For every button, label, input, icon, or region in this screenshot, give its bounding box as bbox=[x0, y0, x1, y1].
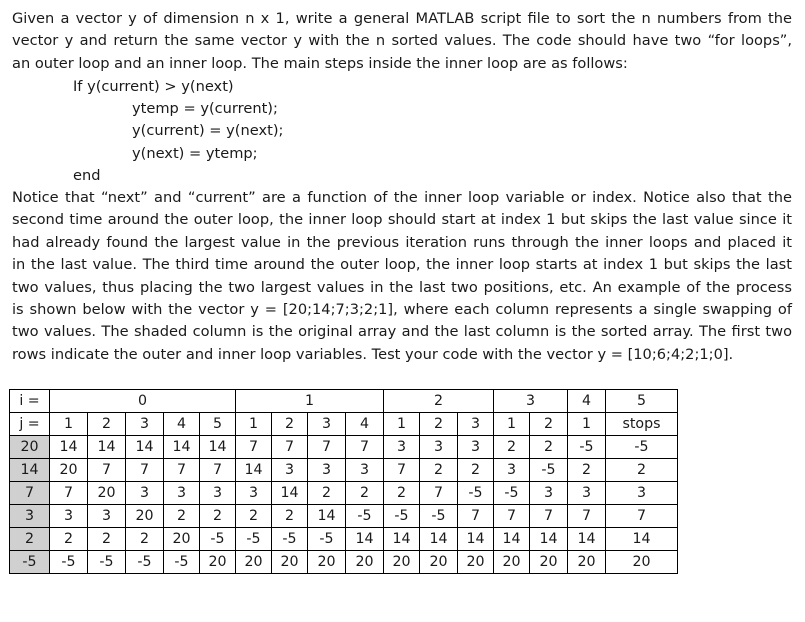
value-cell: 7 bbox=[384, 459, 420, 482]
value-cell: 14 bbox=[236, 459, 272, 482]
value-cell: 2 bbox=[458, 459, 494, 482]
inner-index-cell: 3 bbox=[308, 413, 346, 436]
inner-index-cell: 1 bbox=[384, 413, 420, 436]
value-cell: 20 bbox=[568, 551, 606, 574]
value-cell: 20 bbox=[126, 505, 164, 528]
value-cell: 7 bbox=[200, 459, 236, 482]
value-cell: 20 bbox=[420, 551, 458, 574]
code-body-line: y(current) = y(next); bbox=[132, 122, 284, 139]
value-cell: 7 bbox=[568, 505, 606, 528]
value-cell: 2 bbox=[164, 505, 200, 528]
swap-table bbox=[9, 389, 678, 574]
value-cell: 3 bbox=[126, 482, 164, 505]
value-cell: -5 bbox=[200, 528, 236, 551]
value-cell: 3 bbox=[494, 459, 530, 482]
value-cell: 7 bbox=[50, 482, 88, 505]
value-cell: 7 bbox=[236, 436, 272, 459]
value-cell: 3 bbox=[272, 459, 308, 482]
intro-line: Given a vector y of dimension n x 1, write a general MATLAB script file to sort the n numbers from the bbox=[12, 10, 792, 27]
explanation-line: had already found the largest value in the previous iteration runs through the inner loops and placed it bbox=[12, 233, 792, 251]
value-cell: -5 bbox=[346, 505, 384, 528]
value-cell: -5 bbox=[272, 528, 308, 551]
value-cell: 3 bbox=[50, 505, 88, 528]
value-cell: 14 bbox=[346, 528, 384, 551]
value-cell: 2 bbox=[126, 528, 164, 551]
value-cell: 20 bbox=[272, 551, 308, 574]
value-cell: -5 bbox=[530, 459, 568, 482]
original-value-cell: -5 bbox=[10, 551, 50, 574]
value-cell: 2 bbox=[384, 482, 420, 505]
value-cell: 20 bbox=[494, 551, 530, 574]
value-cell: 3 bbox=[308, 459, 346, 482]
original-value-cell: 7 bbox=[10, 482, 50, 505]
value-cell: 3 bbox=[236, 482, 272, 505]
value-cell: -5 bbox=[494, 482, 530, 505]
value-cell: 3 bbox=[346, 459, 384, 482]
value-cell: 14 bbox=[200, 436, 236, 459]
value-cell: 14 bbox=[308, 505, 346, 528]
value-cell: 2 bbox=[346, 482, 384, 505]
explanation-line: two values, thus placing the two largest values in the last two positions, etc. An example of the process bbox=[12, 278, 792, 296]
inner-index-cell: 1 bbox=[494, 413, 530, 436]
value-cell: 2 bbox=[308, 482, 346, 505]
value-cell: 14 bbox=[126, 436, 164, 459]
outer-index-row bbox=[10, 390, 678, 413]
value-cell: 20 bbox=[384, 551, 420, 574]
outer-index-cell: 3 bbox=[494, 390, 568, 413]
value-cell: 7 bbox=[420, 482, 458, 505]
explanation-line: in the last value. The third time around the outer loop, the inner loop starts at index 1 but skips the last bbox=[12, 256, 792, 274]
value-cell: 14 bbox=[568, 528, 606, 551]
value-cell: 3 bbox=[88, 505, 126, 528]
outer-index-label: i = bbox=[10, 390, 50, 413]
inner-index-cell: 1 bbox=[236, 413, 272, 436]
value-cell: 7 bbox=[346, 436, 384, 459]
value-cell: 3 bbox=[384, 436, 420, 459]
inner-index-cell: 2 bbox=[530, 413, 568, 436]
value-cell: -5 bbox=[50, 551, 88, 574]
value-cell: 7 bbox=[308, 436, 346, 459]
value-cell: -5 bbox=[568, 436, 606, 459]
inner-index-cell: 1 bbox=[568, 413, 606, 436]
value-cell: 7 bbox=[164, 459, 200, 482]
value-cell: 7 bbox=[494, 505, 530, 528]
value-cell: 14 bbox=[494, 528, 530, 551]
value-cell: -5 bbox=[458, 482, 494, 505]
value-cell: 3 bbox=[568, 482, 606, 505]
value-cell: -5 bbox=[606, 436, 678, 459]
inner-index-cell: 4 bbox=[164, 413, 200, 436]
value-cell: 2 bbox=[606, 459, 678, 482]
value-cell: 3 bbox=[606, 482, 678, 505]
value-cell: 2 bbox=[88, 528, 126, 551]
value-cell: 20 bbox=[346, 551, 384, 574]
value-cell: 14 bbox=[420, 528, 458, 551]
value-cell: 3 bbox=[164, 482, 200, 505]
value-cell: -5 bbox=[126, 551, 164, 574]
intro-line: an outer loop and an inner loop. The main steps inside the inner loop are as follows: bbox=[12, 54, 628, 72]
table-row bbox=[10, 528, 678, 551]
explanation-line: Notice that “next” and “current” are a function of the inner loop variable or index. Notice also that the bbox=[12, 189, 792, 206]
code-end-line: end bbox=[73, 167, 101, 184]
code-body-line: ytemp = y(current); bbox=[132, 100, 278, 117]
value-cell: 20 bbox=[606, 551, 678, 574]
value-cell: 7 bbox=[458, 505, 494, 528]
explanation-line: second time around the outer loop, the inner loop should start at index 1 but skips the last value since it bbox=[12, 211, 792, 229]
value-cell: 20 bbox=[530, 551, 568, 574]
value-cell: -5 bbox=[164, 551, 200, 574]
code-body-line: y(next) = ytemp; bbox=[132, 145, 258, 162]
value-cell: 20 bbox=[236, 551, 272, 574]
value-cell: 14 bbox=[88, 436, 126, 459]
outer-index-cell: 5 bbox=[606, 390, 678, 413]
table-row bbox=[10, 436, 678, 459]
table-row bbox=[10, 482, 678, 505]
inner-index-cell: 2 bbox=[88, 413, 126, 436]
inner-index-cell: 5 bbox=[200, 413, 236, 436]
value-cell: -5 bbox=[420, 505, 458, 528]
outer-index-cell: 1 bbox=[236, 390, 384, 413]
value-cell: 3 bbox=[530, 482, 568, 505]
value-cell: 7 bbox=[606, 505, 678, 528]
value-cell: 7 bbox=[88, 459, 126, 482]
value-cell: -5 bbox=[236, 528, 272, 551]
table-row bbox=[10, 505, 678, 528]
original-value-cell: 3 bbox=[10, 505, 50, 528]
value-cell: 14 bbox=[606, 528, 678, 551]
original-value-cell: 14 bbox=[10, 459, 50, 482]
value-cell: 14 bbox=[458, 528, 494, 551]
value-cell: 14 bbox=[164, 436, 200, 459]
value-cell: 2 bbox=[420, 459, 458, 482]
value-cell: 2 bbox=[50, 528, 88, 551]
value-cell: 20 bbox=[50, 459, 88, 482]
problem-explanation bbox=[12, 187, 792, 366]
inner-index-cell: 2 bbox=[420, 413, 458, 436]
outer-index-cell: 4 bbox=[568, 390, 606, 413]
value-cell: -5 bbox=[384, 505, 420, 528]
value-cell: 20 bbox=[164, 528, 200, 551]
value-cell: -5 bbox=[308, 528, 346, 551]
original-value-cell: 2 bbox=[10, 528, 50, 551]
table-row bbox=[10, 551, 678, 574]
explanation-line: two values. The shaded column is the original array and the last column is the sorted array. The first two bbox=[12, 323, 792, 341]
explanation-line: is shown below with the vector y = [20;14;7;3;2;1], where each column represents a single swapping of bbox=[12, 300, 792, 318]
intro-line: vector y and return the same vector y with the n sorted values. The code should have two “for loops”, bbox=[12, 32, 792, 50]
value-cell: 14 bbox=[530, 528, 568, 551]
value-cell: 3 bbox=[200, 482, 236, 505]
value-cell: 20 bbox=[458, 551, 494, 574]
inner-index-cell: 1 bbox=[50, 413, 88, 436]
value-cell: 20 bbox=[88, 482, 126, 505]
original-value-cell: 20 bbox=[10, 436, 50, 459]
inner-index-cell: 2 bbox=[272, 413, 308, 436]
value-cell: 7 bbox=[530, 505, 568, 528]
inner-index-cell: 3 bbox=[458, 413, 494, 436]
inner-index-cell: 3 bbox=[126, 413, 164, 436]
value-cell: 20 bbox=[200, 551, 236, 574]
explanation-line: rows indicate the outer and inner loop variables. Test your code with the vector y = [10;6;4;2;1;0]. bbox=[12, 345, 734, 363]
value-cell: 3 bbox=[458, 436, 494, 459]
inner-index-label: j = bbox=[10, 413, 50, 436]
value-cell: 3 bbox=[420, 436, 458, 459]
problem-intro bbox=[12, 8, 792, 75]
outer-index-cell: 2 bbox=[384, 390, 494, 413]
value-cell: 2 bbox=[494, 436, 530, 459]
inner-index-cell: stops bbox=[606, 413, 678, 436]
value-cell: -5 bbox=[88, 551, 126, 574]
value-cell: 14 bbox=[50, 436, 88, 459]
value-cell: 7 bbox=[126, 459, 164, 482]
value-cell: 2 bbox=[236, 505, 272, 528]
value-cell: 2 bbox=[272, 505, 308, 528]
code-if-line: If y(current) > y(next) bbox=[73, 78, 234, 95]
value-cell: 2 bbox=[568, 459, 606, 482]
inner-index-row bbox=[10, 413, 678, 436]
value-cell: 14 bbox=[272, 482, 308, 505]
value-cell: 7 bbox=[272, 436, 308, 459]
value-cell: 2 bbox=[530, 436, 568, 459]
inner-index-cell: 4 bbox=[346, 413, 384, 436]
table-row bbox=[10, 459, 678, 482]
value-cell: 20 bbox=[308, 551, 346, 574]
outer-index-cell: 0 bbox=[50, 390, 236, 413]
value-cell: 2 bbox=[200, 505, 236, 528]
value-cell: 14 bbox=[384, 528, 420, 551]
